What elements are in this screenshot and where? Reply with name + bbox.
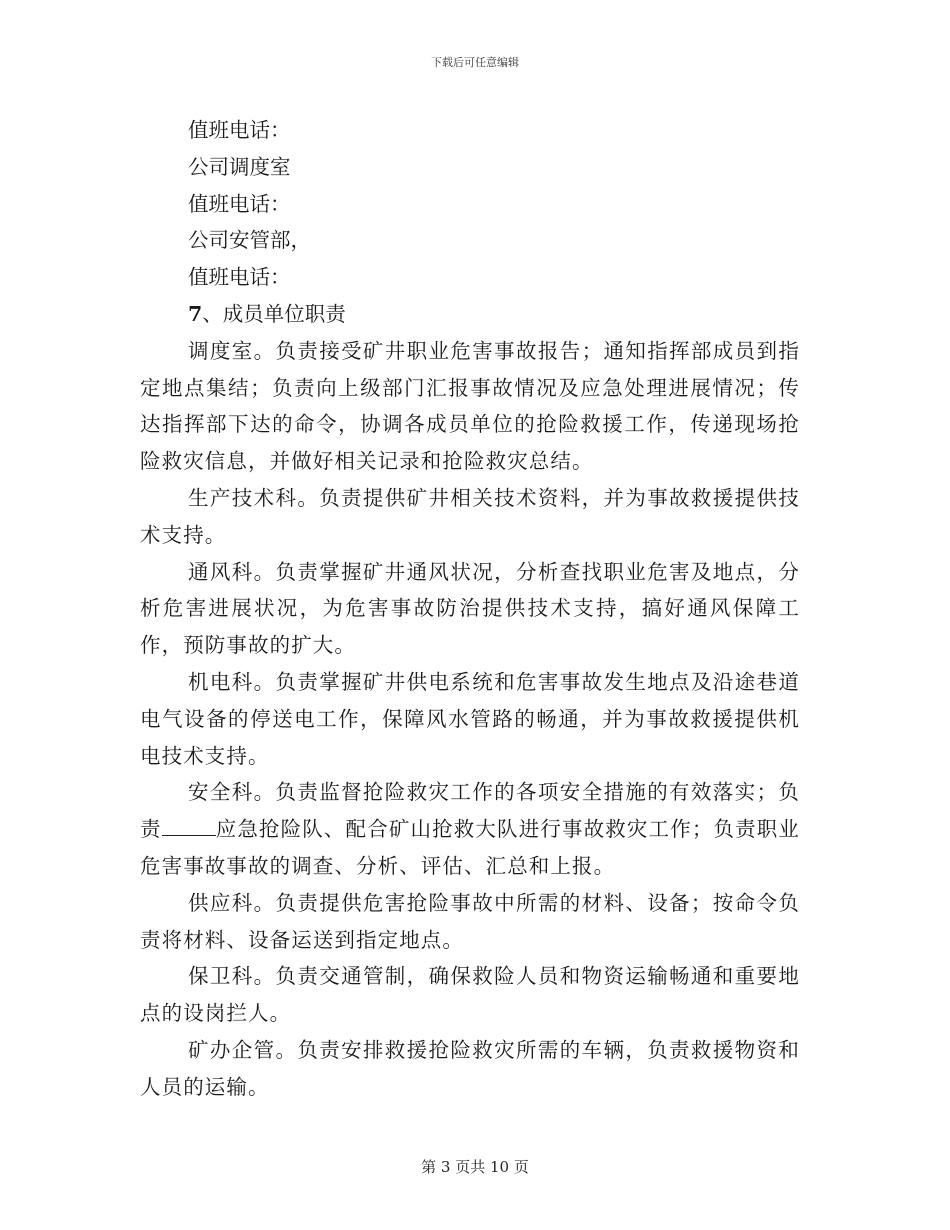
contact-line-5: 值班电话： <box>188 265 291 290</box>
paragraph-supply: 供应科。负责提供危害抢险事故中所需的材料、设备；按命令负责将材料、设备运送到指定地点。 <box>140 890 800 952</box>
paragraph-production-tech: 生产技术科。负责提供矿井相关技术资料，并为事故救援提供技术支持。 <box>140 485 800 547</box>
section-heading <box>140 296 800 333</box>
section-title: 、成员单位职责 <box>202 301 346 326</box>
page-header-note: 下载后可任意编辑 <box>431 56 519 69</box>
paragraph-security: 保卫科。负责交通管制，确保救险人员和物资运输畅通和重要地点的设岗拦人。 <box>140 964 800 1026</box>
contact-line-2: 公司调度室 <box>188 154 291 179</box>
contact-line-4: 公司安管部， <box>188 228 311 253</box>
paragraph-electromechanical: 机电科。负责掌握矿井供电系统和危害事故发生地点及沿途巷道电气设备的停送电工作，保障风水管路的畅通，并为事故救援提供机电技术支持。 <box>140 669 800 768</box>
contact-line-1: 值班电话： <box>188 118 291 142</box>
section-number: 7 <box>188 301 203 326</box>
safety-text-before: 安全科。负责监督抢险救灾工作的各项安全措施的有效落实；负责 <box>140 780 800 842</box>
paragraph-safety <box>140 774 800 884</box>
paragraph-ventilation: 通风科。负责掌握矿井通风状况，分析查找职业危害及地点，分析危害进展状况，为危害事故防治提供技术支持，搞好通风保障工作，预防事故的扩大。 <box>140 559 800 658</box>
fill-in-blank <box>162 817 216 836</box>
paragraph-admin: 矿办企管。负责安排救援抢险救灾所需的车辆，负责救援物资和人员的运输。 <box>140 1037 800 1099</box>
safety-text-after: 应急抢险队、配合矿山抢救大队进行事故救灾工作；负责职业危害事故事故的调查、分析、评估、汇总和上报。 <box>140 817 800 878</box>
contact-line-3: 值班电话： <box>188 191 291 216</box>
paragraph-dispatch: 调度室。负责接受矿井职业危害事故报告；通知指挥部成员到指定地点集结；负责向上级部门汇报事故情况及应急处理进展情况；传达指挥部下达的命令，协调各成员单位的抢险救援工作，传递现场抢险救灾信息，并做好相关记录和抢险救灾总结。 <box>140 338 800 474</box>
page-footer-number: 第 3 页共 10 页 <box>421 1158 529 1176</box>
document-body <box>140 112 800 1106</box>
